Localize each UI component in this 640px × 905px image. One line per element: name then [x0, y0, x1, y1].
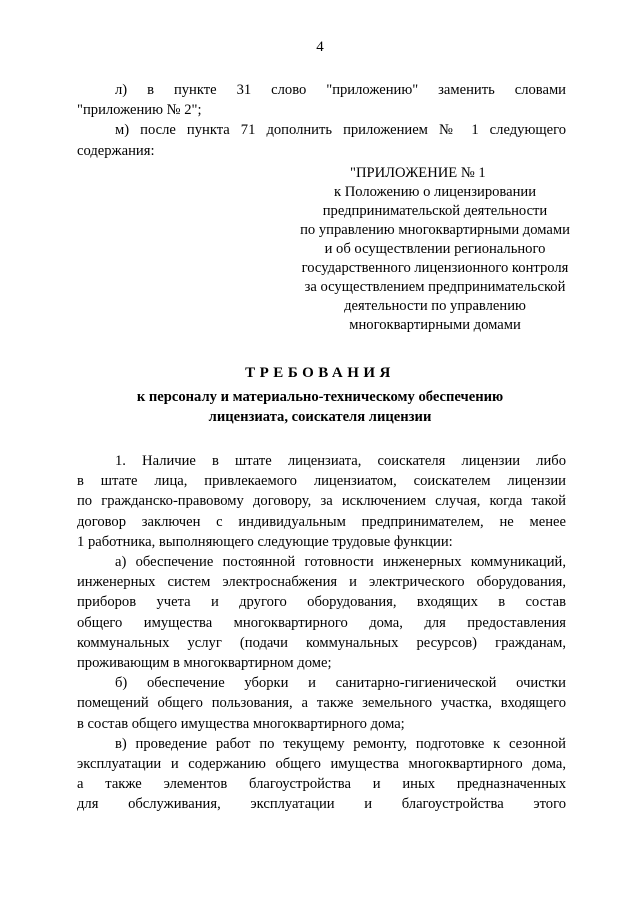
document-subtitle: [0, 388, 640, 427]
p1-line: в штате лица, привлекаемого лицензиатом, соискателем лицензии: [77, 473, 566, 490]
appendix-line: деятельности по управлению: [344, 298, 526, 314]
subtitle-line2: лицензиата, соискателя лицензии: [208, 408, 432, 425]
pa-line: проживающим в многоквартирном доме;: [77, 655, 332, 672]
item-m-line1: м) после пункта 71 дополнить приложением № 1 следующего: [115, 122, 566, 139]
item-l-line1: л) в пункте 31 слово "приложению" заменить словами: [115, 82, 566, 98]
appendix-line: за осуществлением предпринимательской: [304, 279, 566, 295]
appendix-caption: [255, 164, 615, 335]
pa-line: а) обеспечение постоянной готовности инженерных коммуникаций,: [115, 554, 566, 571]
pc-line: эксплуатации и содержанию общего имущества многоквартирного дома,: [77, 756, 566, 773]
p1-line: договор заключен с индивидуальным предпринимателем, не менее: [77, 513, 566, 530]
item-m-line2: содержания:: [77, 142, 155, 159]
pc-line: для обслуживания, эксплуатации и благоустройства этого: [77, 796, 566, 813]
subtitle-line1: к персоналу и материально-техническому обеспечению: [136, 389, 504, 405]
document-title: ТРЕБОВАНИЯ: [245, 365, 395, 381]
appendix-line: многоквартирными домами: [349, 317, 521, 333]
appendix-line: к Положению о лицензировании: [333, 184, 537, 200]
p1-line: 1. Наличие в штате лицензиата, соискателя лицензии либо: [115, 453, 566, 469]
pb-line: в состав общего имущества многоквартирного дома;: [77, 715, 405, 732]
appendix-line: и об осуществлении регионального: [324, 241, 546, 257]
page-number: 4: [316, 39, 324, 55]
p1-line: 1 работника, выполняющего следующие трудовые функции:: [77, 533, 453, 550]
amendments-block: [77, 80, 566, 161]
pb-line: б) обеспечение уборки и санитарно-гигиенической очистки: [115, 675, 566, 692]
pc-line: а также элементов благоустройства и иных предназначенных: [77, 776, 566, 793]
appendix-line: по управлению многоквартирными домами: [300, 222, 570, 238]
item-l-line2: "приложению № 2";: [77, 102, 202, 119]
appendix-line: государственного лицензионного контроля: [301, 260, 569, 276]
appendix-heading: "ПРИЛОЖЕНИЕ № 1: [350, 165, 486, 181]
appendix-line: предпринимательской деятельности: [322, 203, 548, 219]
pa-line: инженерных систем электроснабжения и электрического оборудования,: [77, 574, 566, 591]
pb-line: помещений общего пользования, а также земельного участка, входящего: [77, 695, 566, 712]
pa-line: приборов учета и другого оборудования, входящих в состав: [77, 594, 566, 611]
requirements-body: [77, 451, 566, 815]
pa-line: коммунальных услуг (подачи коммунальных ресурсов) гражданам,: [77, 634, 566, 651]
p1-line: по гражданско-правовому договору, за исключением случая, когда такой: [77, 493, 566, 510]
pc-line: в) проведение работ по текущему ремонту, подготовке к сезонной: [115, 735, 566, 752]
pa-line: общего имущества многоквартирного дома, для предоставления: [77, 614, 566, 631]
